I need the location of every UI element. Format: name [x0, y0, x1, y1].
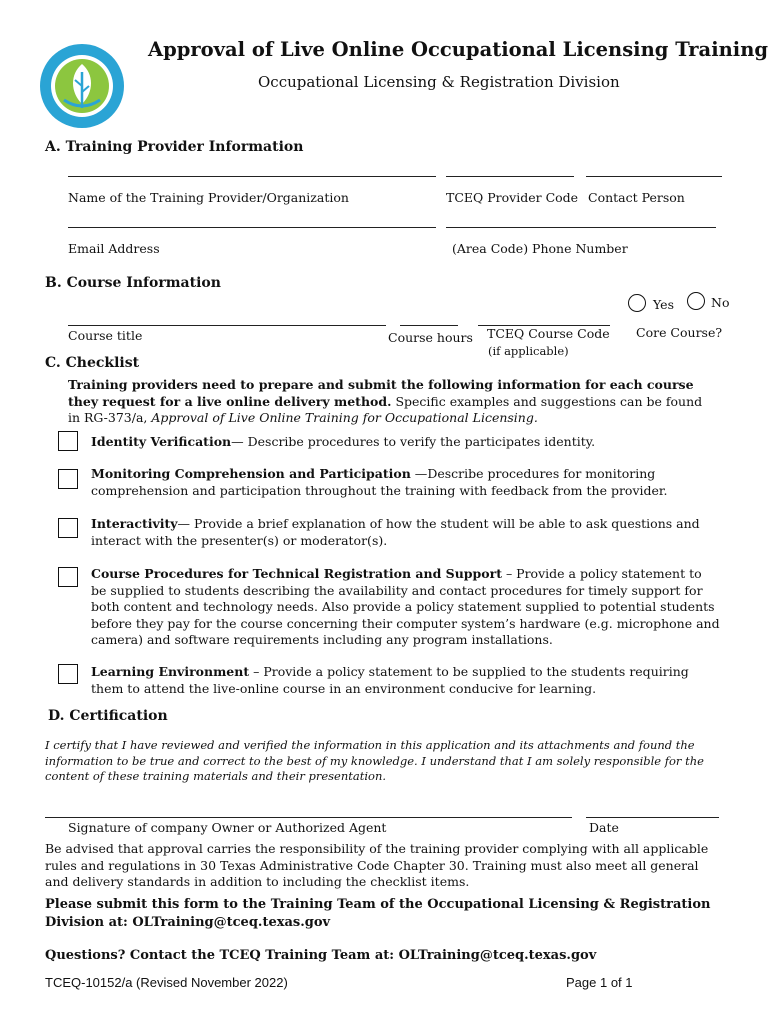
checklist-item: Monitoring Comprehension and Participation —Describe procedures for monitoring comprehension and participation throughout the training with feedback from the provider. [91, 466, 668, 498]
checklist-item: Interactivity— Provide a brief explanation of how the student will be able to ask questions and interact with the presenter(s) or moderator(s). [91, 516, 700, 548]
monitoring-comprehension-checkbox[interactable] [58, 469, 78, 489]
section-c-heading: C. Checklist [45, 355, 140, 371]
course-title-input[interactable] [68, 325, 386, 326]
tceq-seal-icon [38, 42, 126, 130]
provider-code-input[interactable] [446, 176, 574, 177]
page-title: Approval of Live Online Occupational Licensing Training [148, 38, 769, 61]
checklist-intro-bold: Training providers need to prepare and submit the following information for each course they request for a live online delivery method. [68, 377, 694, 409]
no-label: No [711, 295, 730, 310]
course-code-note: (if applicable) [488, 344, 569, 358]
submit-instructions: Please submit this form to the Training Team of the Occupational Licensing & Registration Division at: OLTraining@tceq.texas.gov [45, 897, 711, 930]
provider-name-input[interactable] [68, 176, 436, 177]
approval-notice: Be advised that approval carries the responsibility of the training provider complying with all applicable rules and regulations in 30 Texas Administrative Code Chapter 30. Training must also meet all general and delivery standards in addition to including the checklist items. [45, 841, 709, 889]
phone-label: (Area Code) Phone Number [452, 241, 628, 256]
core-course-yes-radio[interactable] [628, 294, 646, 312]
yes-label: Yes [653, 297, 674, 312]
course-code-label: TCEQ Course Code [487, 326, 610, 341]
section-d-heading: D. Certification [48, 708, 168, 724]
signature-label: Signature of company Owner or Authorized Agent [68, 820, 387, 835]
email-label: Email Address [68, 241, 160, 256]
date-label: Date [589, 820, 619, 835]
signature-input[interactable] [45, 817, 572, 818]
course-procedures-checkbox[interactable] [58, 567, 78, 587]
contact-person-label: Contact Person [588, 190, 685, 205]
section-a-heading: A. Training Provider Information [45, 139, 304, 155]
checklist-intro-italic: Approval of Live Online Training for Occupational Licensing. [151, 410, 538, 425]
course-title-label: Course title [68, 328, 143, 343]
tceq-logo [38, 42, 126, 130]
contact-person-input[interactable] [586, 176, 722, 177]
checklist-intro-rest: Specific examples and suggestions can be found in RG-373/a, [68, 393, 703, 425]
provider-name-label: Name of the Training Provider/Organization [68, 190, 349, 205]
course-hours-label: Course hours [388, 330, 473, 345]
certification-statement: I certify that I have reviewed and verified the information in this application and its attachments and found the information to be true and correct to the best of my knowledge. I understand that I am solely responsible for the content of these training materials and their presentation. [45, 738, 704, 783]
date-input[interactable] [586, 817, 719, 818]
interactivity-checkbox[interactable] [58, 518, 78, 538]
learning-environment-checkbox[interactable] [58, 664, 78, 684]
checklist-intro [68, 377, 718, 427]
phone-input[interactable] [446, 227, 716, 228]
questions-contact: Questions? Contact the TCEQ Training Team at: OLTraining@tceq.texas.gov [45, 948, 597, 963]
checklist-item: Identity Verification— Describe procedures to verify the participates identity. [91, 434, 596, 449]
section-b-heading: B. Course Information [45, 275, 221, 291]
provider-code-label: TCEQ Provider Code [446, 190, 579, 205]
course-hours-input[interactable] [400, 325, 458, 326]
page-subtitle: Occupational Licensing & Registration Division [258, 73, 620, 91]
form-id: TCEQ-10152/a (Revised November 2022) [45, 975, 288, 990]
core-course-label: Core Course? [636, 325, 723, 340]
email-input[interactable] [68, 227, 436, 228]
identity-verification-checkbox[interactable] [58, 431, 78, 451]
checklist-item: Learning Environment – Provide a policy statement to be supplied to the students requiring them to attend the live-online course in an environment conducive for learning. [91, 664, 689, 696]
core-course-no-radio[interactable] [687, 292, 705, 310]
page-number: Page 1 of 1 [566, 975, 633, 990]
checklist-item: Course Procedures for Technical Registration and Support – Provide a policy statement to be supplied to students describing the availability and contact procedures for timely support for both content and technology needs. Also provide a policy statement supplied to potential students before they pay for the course concerning their computer system’s hardware (e.g. microphone and camera) and software requirements including any program installations. [91, 566, 720, 647]
